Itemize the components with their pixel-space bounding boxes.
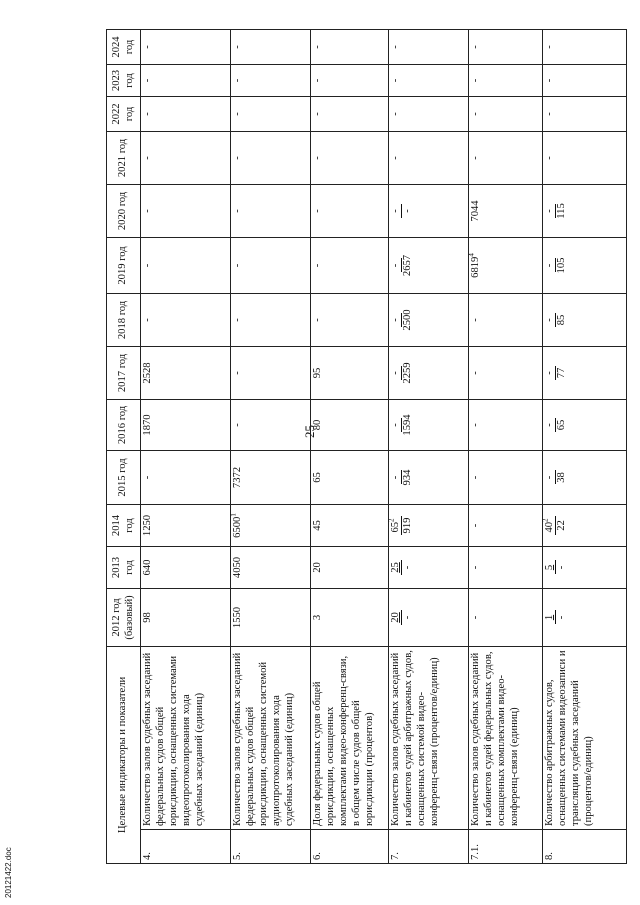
numerator-text: 1 [544, 614, 555, 621]
numerator-text: - [390, 209, 401, 213]
cell-value [231, 131, 311, 184]
value-text: 7372 [232, 466, 243, 489]
fraction [390, 468, 413, 488]
cell-value [311, 588, 389, 646]
cell-value [311, 237, 389, 293]
value-text: 1250 [142, 514, 153, 537]
value-text: 65 [312, 472, 323, 483]
value-text: - [312, 78, 323, 83]
header-indicator: Целевые индикаторы и показатели [107, 646, 141, 863]
value-text: - [142, 318, 153, 322]
fraction-numerator [544, 366, 556, 380]
numerator-text: 65 [390, 521, 401, 533]
cell-value [141, 346, 231, 399]
numerator-text: - [390, 263, 401, 268]
cell-value [311, 131, 389, 184]
cell-fraction [543, 504, 627, 546]
cell-value [141, 399, 231, 450]
fraction-denominator: 115 [556, 203, 568, 219]
table-row [311, 29, 389, 863]
cell-value [141, 184, 231, 237]
footnote-marker: 4 [467, 253, 476, 257]
header-year: 2022 год [107, 96, 141, 131]
cell-value [469, 131, 543, 184]
indicator-name: Количество залов судебных заседаний и кабинетов судей федеральных судов, оснащенных комплектами видео-конференц-связи (единиц) [469, 646, 543, 829]
table-row [231, 29, 311, 863]
fraction-denominator: 2259 [402, 362, 414, 384]
value-text: 1550 [232, 606, 243, 629]
cell-value: - [543, 29, 627, 64]
footnote-marker: 1 [229, 513, 238, 517]
cell-value [231, 450, 311, 504]
indicators-table [106, 29, 627, 864]
fraction [390, 307, 413, 332]
cell-value [141, 450, 231, 504]
numerator-text: 5 [544, 564, 555, 571]
fraction-numerator [541, 516, 556, 534]
table-row [543, 29, 627, 863]
fraction-numerator [390, 204, 402, 218]
header-year: 2020 год [107, 184, 141, 237]
row-number: 6. [311, 830, 389, 864]
cell-fraction [389, 237, 469, 293]
header-year: 2015 год [107, 450, 141, 504]
indicator-name: Количество залов судебных заседаний и кабинетов судей арбитражных судов, оснащенных системой видео-конференц-связи (процентов/единиц) [389, 646, 469, 829]
cell-value [469, 504, 543, 546]
cell-value [141, 588, 231, 646]
cell-value [231, 546, 311, 588]
footnote-marker: 2 [541, 518, 550, 522]
value-text: - [232, 423, 243, 427]
value-text: - [142, 78, 153, 83]
cell-value [141, 96, 231, 131]
fraction-denominator: 2500 [402, 309, 414, 331]
cell-value [311, 64, 389, 96]
table-header-row [107, 29, 141, 863]
cell-fraction [389, 504, 469, 546]
cell-value [311, 546, 389, 588]
cell-fraction [543, 237, 627, 293]
value-text: - [142, 209, 153, 213]
cell-value [311, 346, 389, 399]
cell-fraction [389, 399, 469, 450]
value-text: - [232, 371, 243, 375]
fraction-numerator [390, 560, 402, 575]
header-year: 2019 год [107, 237, 141, 293]
fraction [390, 360, 413, 385]
cell-value: - [389, 29, 469, 64]
value-text: - [142, 475, 153, 480]
cell-fraction [389, 293, 469, 346]
cell-fraction [389, 346, 469, 399]
value-text: 640 [142, 559, 153, 576]
fraction-numerator [544, 560, 556, 574]
fraction [544, 313, 567, 328]
fraction-denominator: - [402, 615, 414, 620]
value-text: - [312, 156, 323, 160]
value-text: - [142, 45, 153, 49]
value-text: 95 [312, 367, 323, 379]
cell-fraction [543, 588, 627, 646]
table-row [389, 29, 469, 863]
cell-value [469, 588, 543, 646]
header-year: 2023 год [107, 64, 141, 96]
cell-fraction [389, 546, 469, 588]
cell-value [231, 237, 311, 293]
value-text: - [470, 523, 481, 528]
fraction-numerator [390, 418, 402, 432]
fraction-numerator [544, 610, 556, 624]
fraction-numerator [544, 204, 556, 218]
cell-value [469, 64, 543, 96]
cell-value: - [389, 64, 469, 96]
cell-fraction [543, 293, 627, 346]
cell-value [231, 64, 311, 96]
cell-fraction [389, 184, 469, 237]
fraction [544, 201, 567, 221]
cell-value [311, 96, 389, 131]
cell-fraction [389, 450, 469, 504]
value-text: - [470, 423, 481, 427]
cell-value [231, 504, 311, 546]
value-text: - [312, 209, 323, 213]
fraction-denominator: 1594 [402, 414, 414, 436]
cell-value [311, 399, 389, 450]
header-year: 2014 год [107, 504, 141, 546]
cell-value [141, 293, 231, 346]
fraction-denominator: 919 [402, 517, 414, 534]
cell-value [469, 450, 543, 504]
cell-value [311, 29, 389, 64]
cell-value [469, 184, 543, 237]
cell-value: - [389, 131, 469, 184]
value-text: - [470, 78, 481, 83]
fraction-denominator: - [556, 565, 568, 570]
cell-value: - [389, 96, 469, 131]
cell-value [231, 29, 311, 64]
fraction [544, 256, 567, 276]
cell-fraction [543, 184, 627, 237]
value-text: - [312, 318, 323, 322]
value-text: 80 [312, 419, 323, 431]
fraction-denominator: 2657 [402, 254, 414, 277]
value-text: - [232, 263, 243, 268]
table-body [141, 29, 627, 863]
fraction-denominator: - [402, 209, 414, 213]
cell-value [469, 546, 543, 588]
row-number: 4. [141, 830, 231, 864]
header-year: 2024 год [107, 29, 141, 64]
header-year: 2021 год [107, 131, 141, 184]
cell-value: - [543, 96, 627, 131]
header-year: 2013 год [107, 546, 141, 588]
value-text: 3 [312, 614, 323, 621]
cell-fraction [543, 450, 627, 504]
fraction-numerator [390, 258, 402, 272]
indicator-name: Количество арбитражных судов, оснащенных системами видеозаписи и трансляции судебных заседаний (процентов/единиц) [543, 646, 627, 829]
fraction-numerator [544, 418, 556, 432]
cell-value [469, 293, 543, 346]
cell-value [141, 64, 231, 96]
cell-value [311, 184, 389, 237]
numerator-text: - [544, 263, 555, 268]
value-text: - [232, 112, 243, 116]
row-number: 5. [231, 830, 311, 864]
value-text: - [312, 112, 323, 116]
value-text: - [470, 156, 481, 160]
value-text: 6819 [470, 256, 481, 278]
cell-value [469, 29, 543, 64]
indicators-table-container [106, 30, 620, 864]
value-text: 7044 [470, 200, 481, 222]
fraction-numerator [544, 313, 556, 327]
value-text: 20 [312, 562, 323, 573]
cell-value [231, 184, 311, 237]
value-text: - [232, 78, 243, 83]
fraction [390, 560, 413, 575]
value-text: - [142, 263, 153, 268]
numerator-text: - [390, 475, 401, 480]
value-text: - [470, 45, 481, 49]
cell-value [469, 346, 543, 399]
table-row [141, 29, 231, 863]
header-year: 2017 год [107, 346, 141, 399]
value-text: - [470, 371, 481, 375]
row-number: 7. [389, 830, 469, 864]
value-text: - [470, 565, 481, 570]
value-text: - [470, 615, 481, 620]
value-text: - [232, 209, 243, 213]
fraction [387, 516, 414, 536]
fraction [544, 366, 567, 381]
fraction [541, 516, 568, 534]
fraction [544, 470, 567, 485]
value-text: - [142, 112, 153, 116]
footnote-marker: 2 [387, 518, 396, 522]
cell-value [231, 346, 311, 399]
numerator-text: - [544, 423, 555, 427]
cell-value: - [543, 131, 627, 184]
fraction [544, 560, 567, 574]
header-year: 2016 год [107, 399, 141, 450]
indicator-name: Доля федеральных судов общей юрисдикции, оснащенных комплектами видео-конференц-связи, в общем числе судов общей юрисдикции (процентов) [311, 646, 389, 829]
cell-value [231, 293, 311, 346]
fraction-numerator [390, 366, 402, 380]
cell-value [469, 237, 543, 293]
cell-fraction [543, 399, 627, 450]
fraction-numerator [544, 259, 556, 273]
numerator-text: - [544, 475, 555, 480]
numerator-text: 25 [390, 562, 401, 573]
fraction-denominator: - [556, 615, 568, 620]
value-text: 4050 [232, 556, 243, 579]
indicator-name: Количество залов судебных заседаний федеральных судов общей юрисдикции, оснащенных системой аудиопротоколирования хода судебных заседаний (единиц) [231, 646, 311, 829]
numerator-text: - [544, 209, 555, 213]
indicator-name: Количество залов судебных заседаний федеральных судов общей юрисдикции, оснащенных системами видеопротоколирования хода судебных заседаний (единиц) [141, 646, 231, 829]
page-number: 25 [302, 425, 317, 438]
value-text: - [232, 156, 243, 160]
footer-file-code: 20121422.doc [4, 847, 13, 898]
value-text: - [470, 318, 481, 322]
header-year: 2018 год [107, 293, 141, 346]
fraction-denominator: 77 [556, 367, 568, 379]
fraction-denominator: - [402, 565, 414, 570]
cell-value [141, 131, 231, 184]
value-text: - [470, 475, 481, 480]
numerator-text: - [544, 318, 555, 322]
numerator-text: 20 [390, 612, 401, 623]
fraction [544, 418, 567, 433]
fraction-denominator: 934 [402, 469, 414, 486]
value-text: 45 [312, 520, 323, 531]
fraction [390, 610, 413, 625]
value-text: 98 [142, 612, 153, 623]
fraction [390, 412, 413, 437]
row-number: 7.1. [469, 830, 543, 864]
cell-fraction [543, 346, 627, 399]
row-number: 8. [543, 830, 627, 864]
cell-value [311, 293, 389, 346]
fraction-numerator [544, 470, 556, 484]
cell-fraction [389, 588, 469, 646]
value-text: - [470, 112, 481, 116]
cell-value [469, 399, 543, 450]
header-year: 2012 год (базовый) [107, 588, 141, 646]
cell-value [141, 504, 231, 546]
value-text: - [312, 263, 323, 268]
cell-value [141, 29, 231, 64]
numerator-text: - [390, 318, 401, 322]
value-text: 6500 [232, 516, 243, 538]
cell-value [231, 588, 311, 646]
value-text: - [142, 156, 153, 160]
cell-value: - [543, 64, 627, 96]
fraction-denominator: 22 [556, 520, 568, 531]
table-row [469, 29, 543, 863]
numerator-text: - [390, 423, 401, 427]
fraction-denominator: 105 [556, 257, 568, 274]
fraction-numerator [390, 610, 402, 625]
fraction [390, 253, 413, 278]
cell-value [311, 450, 389, 504]
cell-value [469, 96, 543, 131]
fraction [544, 610, 567, 624]
numerator-text: - [390, 371, 401, 375]
cell-value [311, 504, 389, 546]
fraction [390, 204, 413, 218]
fraction-denominator: 85 [556, 314, 568, 326]
value-text: - [312, 45, 323, 49]
fraction-numerator [390, 471, 402, 485]
value-text: - [232, 318, 243, 322]
cell-value [231, 399, 311, 450]
fraction-denominator: 65 [556, 419, 568, 431]
cell-value [141, 546, 231, 588]
value-text: 2528 [142, 362, 153, 384]
fraction-numerator [390, 313, 402, 327]
numerator-text: - [544, 371, 555, 375]
cell-fraction [543, 546, 627, 588]
fraction-numerator [387, 516, 402, 534]
value-text: - [232, 45, 243, 49]
numerator-text: 40 [544, 521, 555, 533]
value-text: 1870 [142, 414, 153, 436]
cell-value [231, 96, 311, 131]
cell-value [141, 237, 231, 293]
fraction-denominator: 38 [556, 472, 568, 483]
